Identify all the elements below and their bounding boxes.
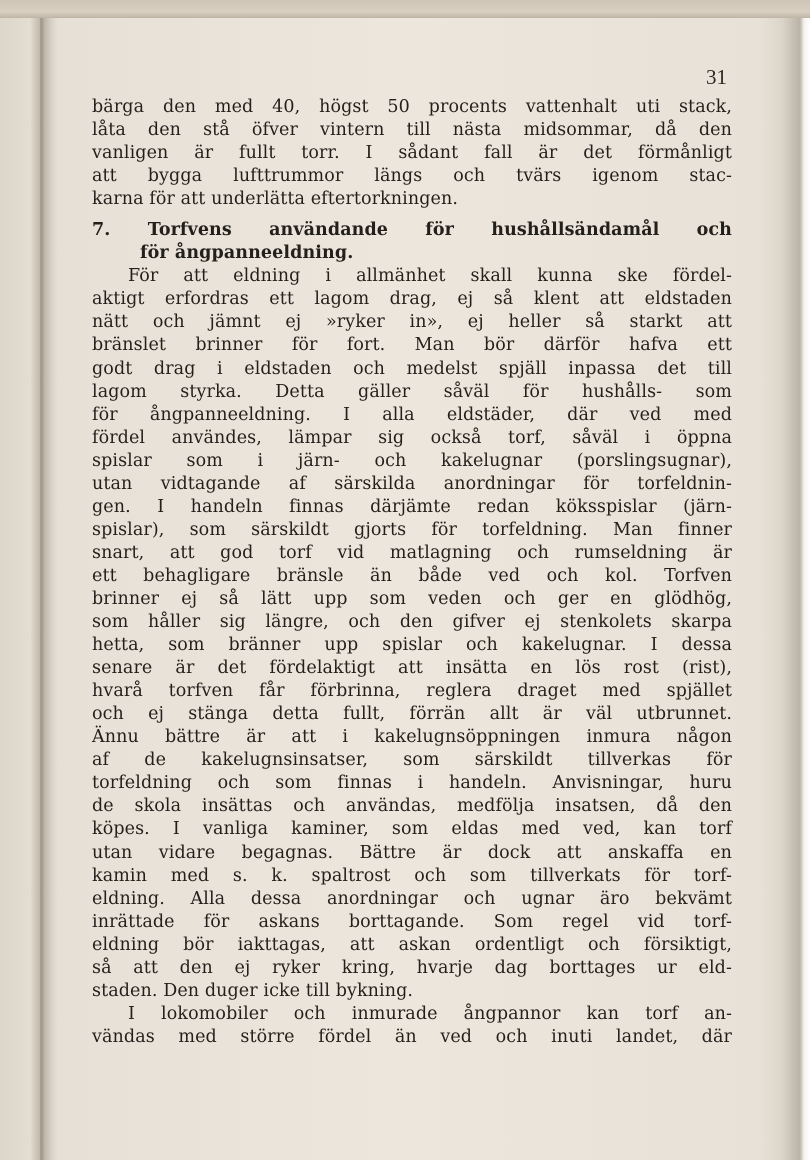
book-page [44,18,784,1160]
text-line: Ännu bättre är att i kakelugnsöppningen inmura någon [92,727,732,748]
text-line: hetta, som bränner upp spislar och kakelugnar. I dessa [92,635,732,656]
text-line: bärga den med 40, högst 50 procents vattenhalt uti stack, [92,97,732,117]
text-line: spislar som i järn- och kakelugnar (porslingsugnar), [92,450,732,471]
text-line: bränslet brinner för fort. Man bör därför hafva ett [92,335,732,356]
text-line: kamin med s. k. spaltrost och som tillverkats för torf- [92,865,732,886]
text-line: vändas med större fördel än ved och inuti landet, där [92,1026,732,1047]
text-line: vanligen är fullt torr. I sådant fall är det förmånligt [92,143,732,164]
text-line: gen. I handeln finnas därjämte redan köksspislar (järn- [92,496,732,517]
text-line: I lokomobiler och inmurade ångpannor kan torf an- [128,1003,732,1024]
page-top-edge [0,0,810,18]
text-line: brinner ej så lätt upp som veden och ger en glödhög, [92,588,732,609]
text-line: de skola insättas och användas, medfölja insatsen, då den [92,796,732,817]
paragraph-1 [92,96,732,211]
text-line: För att eldning i allmänhet skall kunna ske fördel- [128,266,732,287]
text-line: utan vidare begagnas. Bättre är dock att anskaffa en [92,842,732,863]
text-line: eldning. Alla dessa anordningar och ugnar äro bekvämt [92,888,732,909]
text-line: eldning bör iakttagas, att askan ordentligt och försiktigt, [92,934,732,955]
text-line: nätt och jämnt ej »ryker in», ej heller så starkt att [92,312,732,333]
paragraph-2 [92,265,732,1003]
text-line: lagom styrka. Detta gäller såväl för hushålls- som [92,381,732,402]
text-line: och ej stänga detta fullt, förrän allt är väl utbrunnet. [92,704,732,725]
left-page-edge [0,18,44,1160]
right-page-edge [782,18,810,1160]
text-line: köpes. I vanliga kaminer, som eldas med ved, kan torf [92,819,732,840]
text-line: staden. Den duger icke till bykning. [92,980,414,1001]
text-line: spislar), som särskildt gjorts för torfeldning. Man finner [92,519,732,540]
paragraph-3 [92,1003,732,1049]
page-number: 31 [706,65,727,89]
text-line: att bygga lufttrummor längs och tvärs igenom stac- [92,166,732,187]
text-line: som håller sig längre, och den gifver ej stenkolets skarpa [92,612,732,633]
text-line: godt drag i eldstaden och medelst spjäll inpassa det till [92,358,732,379]
text-line: låta den stå öfver vintern till nästa midsommar, då den [92,120,732,141]
text-line: hvarå torfven får förbrinna, reglera draget med spjället [92,681,732,702]
text-line: torfeldning och som finnas i handeln. Anvisningar, huru [92,773,732,794]
text-line: så att den ej ryker kring, hvarje dag borttages ur eld- [92,957,732,978]
text-line: snart, att god torf vid matlagning och rumseldning är [92,542,732,563]
heading-line: för ångpanneeldning. [140,243,354,264]
text-line: aktigt erfordras ett lagom drag, ej så klent att eldstaden [92,289,732,310]
text-line: för ångpanneeldning. I alla eldstäder, där ved med [92,404,732,425]
text-line: utan vidtagande af särskilda anordningar för torfeldnin- [92,473,732,494]
text-line: senare är det fördelaktigt att insätta en lös rost (rist), [92,658,732,679]
text-line: ett behagligare bränsle än både ved och kol. Torfven [92,565,732,586]
section-heading [92,219,732,265]
page-text [92,96,732,1049]
spacer [92,211,732,219]
text-line: af de kakelugnsinsatser, som särskildt tillverkas för [92,750,732,771]
text-line: fördel användes, lämpar sig också torf, såväl i öppna [92,427,732,448]
text-line: inrättade för askans borttagande. Som regel vid torf- [92,911,732,932]
text-line: karna för att underlätta eftertorkningen. [92,189,458,210]
heading-line: 7. Torfvens användande för hushållsändamål och [92,220,732,241]
